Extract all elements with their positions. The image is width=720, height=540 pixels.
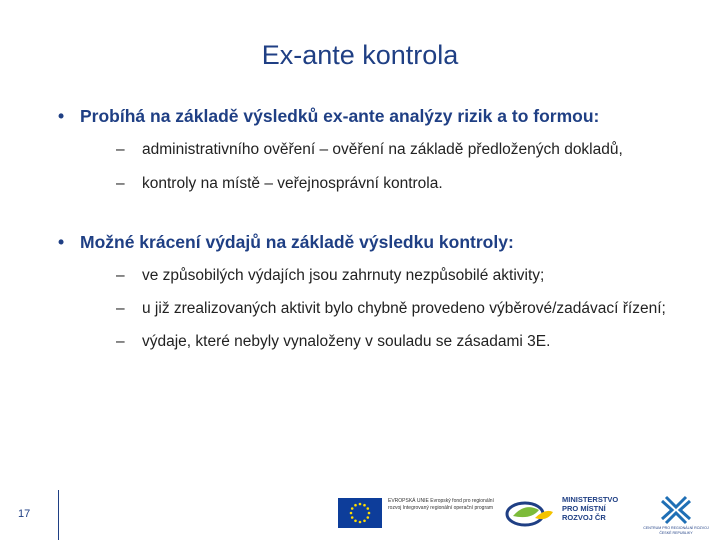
- bullet-2: • Možné krácení výdajů na základě výsledku kontroly:: [58, 229, 676, 255]
- eu-flag-icon: [338, 498, 382, 528]
- footer: [0, 490, 720, 540]
- list-item: – výdaje, které nebyly vynaloženy v souladu se zásadami 3E.: [116, 331, 676, 353]
- bullet-1: • Probíhá na základě výsledků ex-ante analýzy rizik a to formou:: [58, 103, 676, 129]
- bullet-2-sublist: [116, 265, 676, 353]
- slide-title: Ex-ante kontrola: [261, 40, 459, 70]
- ecology-logo-icon: [505, 498, 555, 528]
- bullet-1-sublist: [116, 139, 676, 195]
- eu-program-text: EVROPSKÁ UNIE Evropský fond pro regionální rozvoj Integrovaný regionální operační program: [388, 498, 494, 511]
- list-item: – u již zrealizovaných aktivit bylo chybně provedeno výběrové/zadávací řízení;: [116, 298, 676, 320]
- slide-content: [58, 103, 676, 364]
- ministry-text: MINISTERSTVO PRO MÍSTNÍ ROZVOJ ČR: [562, 495, 619, 522]
- list-item: – ve způsobilých výdajích jsou zahrnuty nezpůsobilé aktivity;: [116, 265, 676, 287]
- list-item: – kontroly na místě – veřejnosprávní kontrola.: [116, 173, 676, 195]
- crr-text: CENTRUM PRO REGIONÁLNÍ ROZVOJ ČESKÉ REPUBLIKY: [643, 526, 709, 535]
- list-item: – administrativního ověření – ověření na základě předložených dokladů,: [116, 139, 676, 161]
- page-number: 17: [18, 508, 31, 520]
